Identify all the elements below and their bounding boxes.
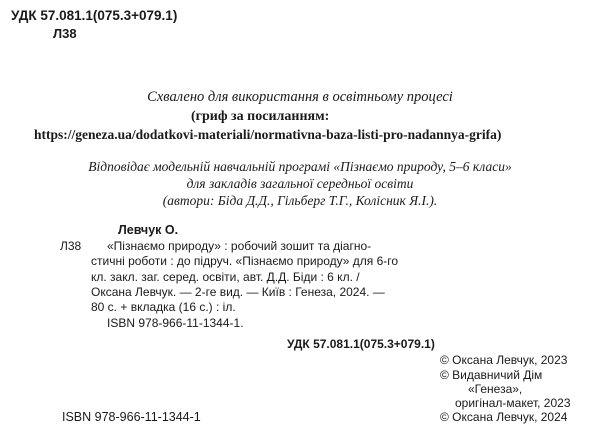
bbk-top: Л38 [53, 26, 77, 41]
approval-line-1: Схвалено для використання в освітньому процесі [147, 89, 453, 105]
catalog-author: Левчук О. [118, 223, 179, 237]
catalog-line: Оксана Левчук. — 2-ге вид. — Київ : Генеза, 2024. — [91, 285, 385, 299]
catalog-line: 80 с. + вкладка (16 с.) : іл. [91, 300, 236, 314]
copyright-line: «Генеза», [468, 382, 523, 396]
program-line-3: (автори: Біда Д.Д., Гільберг Т.Г., Колісник Я.І.). [162, 193, 438, 208]
approval-line-2: (гриф за посиланням: [191, 109, 330, 124]
approval-url: https://geneza.ua/dodatkovi-materiali/normativna-baza-listi-pro-nadannya-grifa) [34, 127, 502, 142]
udc-top: УДК 57.081.1(075.3+079.1) [11, 8, 178, 23]
catalog-line: «Пізнаємо природу» : робочий зошит та діагно- [107, 239, 372, 253]
copyright-line: © Оксана Левчук, 2023 [440, 353, 568, 367]
catalog-udc: УДК 57.081.1(075.3+079.1) [287, 337, 435, 351]
catalog-line: кл. закл. заг. серед. освіти, авт. Д.Д. Біди : 6 кл. / [91, 270, 360, 284]
copyright-line: © Видавничий Дім [440, 368, 543, 382]
isbn-bottom: ISBN 978-966-11-1344-1 [62, 410, 201, 424]
program-line-2: для закладів загальної середньої освіти [186, 176, 414, 191]
program-line-1: Відповідає модельній навчальній програмі «Пізнаємо природу, 5–6 класи» [88, 159, 512, 174]
copyright-line: © Оксана Левчук, 2024 [440, 410, 568, 424]
catalog-code: Л38 [60, 239, 82, 253]
catalog-isbn: ISBN 978-966-11-1344-1. [107, 316, 244, 330]
catalog-line: стичні роботи : до підруч. «Пізнаємо природу» для 6-го [91, 254, 399, 268]
copyright-line: оригінал-макет, 2023 [455, 396, 571, 410]
